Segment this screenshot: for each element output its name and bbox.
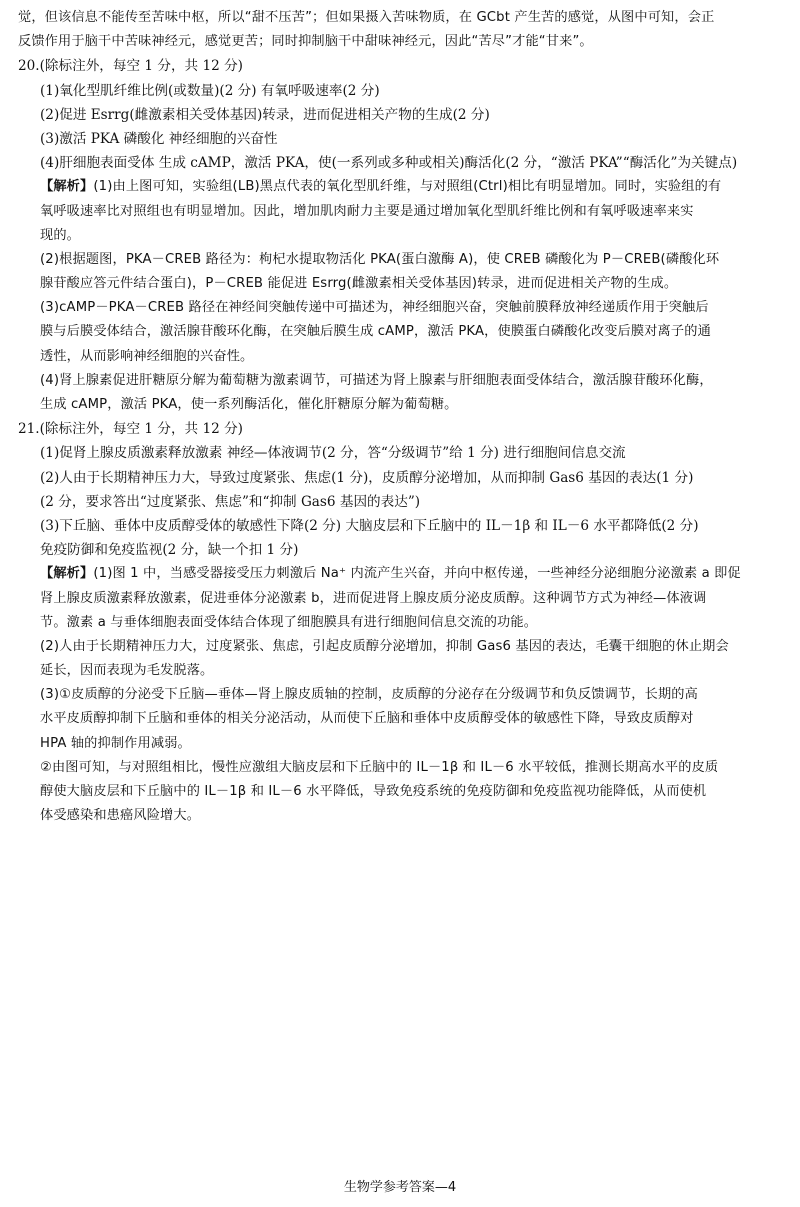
text-line xyxy=(18,30,788,54)
text-line xyxy=(18,272,788,296)
page-footer: 生物学参考答案—4 xyxy=(343,1180,457,1195)
text-line xyxy=(18,756,788,780)
text-line xyxy=(18,804,788,828)
text-line xyxy=(18,345,788,369)
line-text: (3)激活 PKA 磷酸化 神经细胞的兴奋性 xyxy=(40,130,278,147)
line-text: (1)由上图可知，实验组(LB)黑点代表的氧化型肌纤维，与对照组(Ctrl)相比有明显增加。同时，实验组的有 xyxy=(93,179,722,195)
text-line xyxy=(18,175,788,199)
text-line xyxy=(18,248,788,272)
text-line xyxy=(18,441,788,465)
text-line xyxy=(18,562,788,586)
line-text: 生成 cAMP，激活 PKA，使一系列酶活化，催化肝糖原分解为葡萄糖。 xyxy=(40,397,458,412)
text-line xyxy=(18,127,788,151)
text-line xyxy=(18,224,788,248)
text-line xyxy=(18,151,788,175)
text-line xyxy=(18,587,788,611)
text-line xyxy=(18,780,788,804)
line-text: (2)促进 Esrrg(雌激素相关受体基因)转录，进而促进相关产物的生成(2 分) xyxy=(40,106,490,123)
line-text: 透性，从而影响神经细胞的兴奋性。 xyxy=(40,348,254,364)
line-text: 肾上腺皮质激素释放激素，促进垂体分泌激素 b，进而促进肾上腺皮质分泌皮质醇。这种调节方式为神经—体液调 xyxy=(40,590,707,606)
line-text: (2 分，要求答出“过度紧张、焦虑”和“抑制 Gas6 基因的表达”) xyxy=(40,493,421,510)
line-text: 体受感染和患癌风险增大。 xyxy=(40,808,201,824)
text-line xyxy=(18,6,788,30)
line-text: (1)促肾上腺皮质激素释放激素 神经—体液调节(2 分，答“分级调节”给 1 分) 进行细胞间信息交流 xyxy=(40,445,626,462)
line-text: 21.(除标注外，每空 1 分，共 12 分) xyxy=(18,421,243,438)
text-line xyxy=(18,320,788,344)
line-text: (2)人由于长期精神压力大，过度紧张、焦虑，引起皮质醇分泌增加，抑制 Gas6 基因的表达，毛囊干细胞的休止期会 xyxy=(40,638,729,654)
text-line xyxy=(18,611,788,635)
text-line xyxy=(18,659,788,683)
line-text: 膜与后膜受体结合，激活腺苷酸环化酶，在突触后膜生成 cAMP，激活 PKA，使膜蛋白磷酸化改变后膜对离子的通 xyxy=(40,324,711,340)
line-text: 免疫防御和免疫监视(2 分，缺一个扣 1 分) xyxy=(40,542,299,559)
line-text: 觉，但该信息不能传至苦味中枢，所以“甜不压苦”；但如果摄入苦味物质，在 GCbt 产生苦的感觉，从图中可知，会正 xyxy=(18,10,715,25)
line-text: (4)肝细胞表面受体 生成 cAMP，激活 PKA，使(一系列或多种或相关)酶活化(2 分，“激活 PKA”“酶活化”为关键点) xyxy=(40,155,738,172)
line-text: (1)氧化型肌纤维比例(或数量)(2 分) 有氧呼吸速率(2 分) xyxy=(40,82,380,99)
line-text: 反馈作用于脑干中苦味神经元，感觉更苦；同时抑制脑干中甜味神经元，因此“苦尽”才能“甘来”。 xyxy=(18,34,593,50)
text-line xyxy=(18,103,788,127)
text-line xyxy=(18,538,788,562)
analysis-tag: 【解析】 xyxy=(40,179,94,195)
text-line xyxy=(18,200,788,224)
line-text: 腺苷酸应答元件结合蛋白)，P－CREB 能促进 Esrrg(雌激素相关受体基因)转录，进而促进相关产物的生成。 xyxy=(40,276,678,292)
text-line xyxy=(18,514,788,538)
text-line xyxy=(18,732,788,756)
text-line xyxy=(18,466,788,490)
line-text: (3)下丘脑、垂体中皮质醇受体的敏感性下降(2 分) 大脑皮层和下丘脑中的 IL－1β 和 IL－6 水平都降低(2 分) xyxy=(40,517,699,534)
line-text: 水平皮质醇抑制下丘脑和垂体的相关分泌活动，从而使下丘脑和垂体中皮质醇受体的敏感性下降，导致皮质醇对 xyxy=(40,711,694,727)
line-text: (2)根据题图，PKA－CREB 路径为：枸杞水提取物活化 PKA(蛋白激酶 A)，使 CREB 磷酸化为 P－CREB(磷酸化环 xyxy=(40,251,720,267)
line-text: ②由图可知，与对照组相比，慢性应激组大脑皮层和下丘脑中的 IL－1β 和 IL－6 水平较低，推测长期高水平的皮质 xyxy=(40,759,719,775)
line-text: (3)①皮质醇的分泌受下丘脑—垂体—肾上腺皮质轴的控制，皮质醇的分泌存在分级调节和负反馈调节，长期的高 xyxy=(40,687,698,703)
line-text: (4)肾上腺素促进肝糖原分解为葡萄糖为激素调节，可描述为肾上腺素与肝细胞表面受体结合，激活腺苷酸环化酶， xyxy=(40,372,713,388)
text-line xyxy=(18,296,788,320)
text-line xyxy=(18,79,788,103)
line-text: (3)cAMP－PKA－CREB 路径在神经间突触传递中可描述为，神经细胞兴奋，突触前膜释放神经递质作用于突触后 xyxy=(40,300,709,316)
line-text: 节。激素 a 与垂体细胞表面受体结合体现了细胞膜具有进行细胞间信息交流的功能。 xyxy=(40,614,538,630)
text-line xyxy=(18,369,788,393)
text-line xyxy=(18,707,788,731)
text-line xyxy=(18,393,788,417)
line-text: 延长，因而表现为毛发脱落。 xyxy=(40,663,214,679)
text-line xyxy=(18,683,788,707)
line-text: (2)人由于长期精神压力大，导致过度紧张、焦虑(1 分)，皮质醇分泌增加，从而抑制 Gas6 基因的表达(1 分) xyxy=(40,469,694,486)
analysis-tag: 【解析】 xyxy=(40,566,94,582)
text-line xyxy=(18,417,788,441)
line-text: 氧呼吸速率比对照组也有明显增加。因此，增加肌肉耐力主要是通过增加氧化型肌纤维比例和有氧呼吸速率来实 xyxy=(40,203,694,219)
answer-page xyxy=(18,6,788,828)
line-text: 20.(除标注外，每空 1 分，共 12 分) xyxy=(18,58,243,75)
line-text: 现的。 xyxy=(40,227,81,243)
line-text: (1)图 1 中，当感受器接受压力刺激后 Na⁺ 内流产生兴奋，并向中枢传递，一些神经分泌细胞分泌激素 a 即促 xyxy=(93,566,741,582)
text-line xyxy=(18,54,788,78)
line-text: 醇使大脑皮层和下丘脑中的 IL－1β 和 IL－6 水平降低，导致免疫系统的免疫防御和免疫监视功能降低，从而使机 xyxy=(40,784,707,799)
text-line xyxy=(18,635,788,659)
text-line xyxy=(18,490,788,514)
line-text: HPA 轴的抑制作用减弱。 xyxy=(40,735,191,751)
